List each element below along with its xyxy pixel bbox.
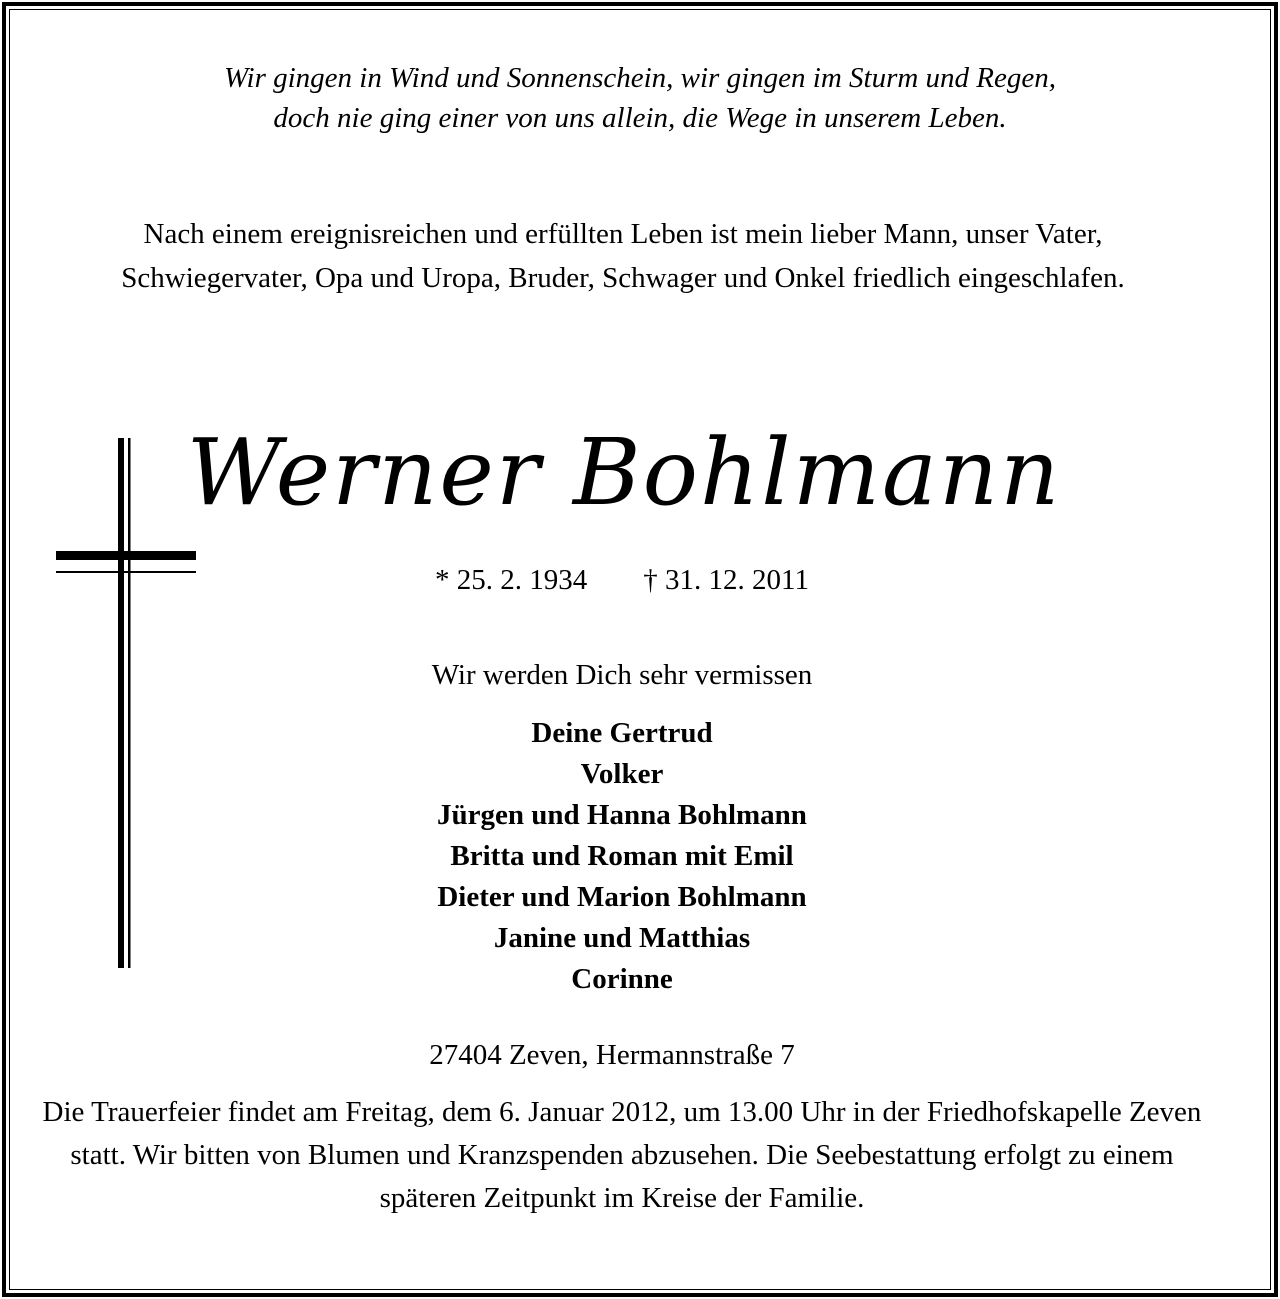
mourner-name: Janine und Matthias: [493, 922, 751, 954]
ceremony-info: Die Trauerfeier findet am Freitag, dem 6. Januar 2012, um 13.00 Uhr in der Friedhofskapelle Zeven statt. Wir bitten von Blumen und Kranzspenden abzusehen. Die Seebestattung erfolgt zu einem späteren Zeitpunkt im Kreise der Familie.: [42, 1096, 1202, 1214]
motto-verse: [0, 58, 1280, 138]
address-line: 27404 Zeven, Hermannstraße 7: [429, 1039, 795, 1071]
motto-line-2: doch nie ging einer von uns allein, die Wege in unserem Leben.: [273, 102, 1007, 134]
farewell-line: Wir werden Dich sehr vermissen: [431, 659, 813, 691]
deceased-name: Werner Bohlmann: [186, 419, 1062, 526]
mourner-name: Britta und Roman mit Emil: [450, 840, 794, 872]
mourner-name: Volker: [580, 758, 664, 790]
announcement-text: Nach einem ereignisreichen und erfüllten Leben ist mein lieber Mann, unser Vater, Schwiegervater, Opa und Uropa, Bruder, Schwager und Onkel friedlich eingeschlafen.: [121, 218, 1125, 294]
mourner-name: Dieter und Marion Bohlmann: [437, 881, 807, 913]
mourner-name: Jürgen und Hanna Bohlmann: [437, 799, 807, 831]
mourner-name: Deine Gertrud: [531, 717, 713, 749]
life-dates: [0, 560, 1244, 600]
mourners-list: [0, 713, 1244, 1000]
motto-line-1: Wir gingen in Wind und Sonnenschein, wir gingen im Sturm und Regen,: [223, 62, 1057, 94]
death-date: † 31. 12. 2011: [643, 564, 809, 596]
birth-date: * 25. 2. 1934: [435, 564, 588, 596]
mourner-name: Corinne: [571, 963, 673, 995]
